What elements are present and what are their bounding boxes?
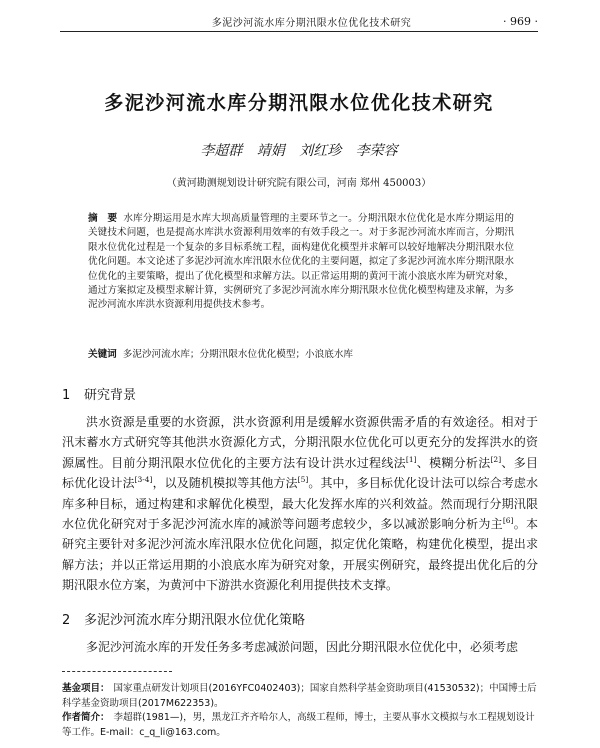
paper-title: 多泥沙河流水库分期汛限水位优化技术研究 [104,92,494,114]
text-run: 洪水资源是重要的水资源，洪水资源利用是缓解水资源供需矛盾的有效途径。相对于汛末蓄水方式研究等其他洪水资源化方式，分期汛限水位优化可以更充分的发挥洪水的资源属性。目前分期汛限水位优化的主要方法有设计洪水过程线法 [62,415,538,470]
keywords [88,348,514,362]
section-2-number: 2 [62,613,71,628]
section-1-paragraph [62,412,538,596]
header-rule [60,31,538,32]
citation: [5] [297,475,309,485]
affiliation: （黄河勘测规划设计研究院有限公司，河南 郑州 450003） [166,178,432,189]
abstract [88,212,514,313]
text-run: ，以及随机模拟等其他方法 [152,476,298,491]
section-2-body [62,637,538,657]
funding-text: 国家重点研发计划项目(2016YFC0402403)；国家自然科学基金资助项目(41530532)；中国博士后科学基金资助项目(2017M622353)。 [62,683,537,709]
footnote-rule [62,671,172,672]
citation: [1] [405,454,417,464]
section-1-heading [62,384,136,403]
funding-note [62,682,538,711]
running-header-title: 多泥沙河流水库分期汛限水位优化技术研究 [211,17,412,29]
citation: [6] [502,516,514,526]
section-1-number: 1 [62,388,71,403]
page-number: · 969 · [503,14,538,28]
text-run: 、模糊分析法 [416,455,491,470]
author-bio-text: 李超群(1981—)，男，黑龙江齐齐哈尔人，高级工程师，博士，主要从事水文模拟与水工程规划设计等工作。E-mail：c_q_li@163.com。 [62,712,535,738]
section-1-body [62,412,538,596]
abstract-text: 水库分期运用是水库大坝高质量管理的主要环节之一。分期汛限水位优化是水库分期运用的关键技术问题，也是提高水库洪水资源利用效率的有效手段之一。对于多泥沙河流水库而言，分期汛限水位优化过程是一个复杂的多目标系统工程，面构建优化模型并求解可以较好地解决分期汛限水位优化问题。本文论述了多泥沙河流水库汛限水位优化的主要问题，拟定了多泥沙河流水库分期汛限水位优化的主要策略，提出了优化模型和求解方法。以正常运用期的黄河干流小浪底水库为研究对象，通过方案拟定及模型求解计算，实例研究了多泥沙河流水库分期汛限水位优化模型构建及求解，为多泥沙河流水库洪水资源利用提供技术参考。 [88,213,515,311]
footnotes [62,682,538,740]
section-2-heading [62,609,305,628]
citation: [2] [490,454,502,464]
keywords-label: 关键词 [88,349,117,360]
text-run: 。本研究主要针对多泥沙河流水库汛限水位优化问题，拟定优化策略，构建优化模型，提出求解方法；并以正常运用期的小浪底水库为研究对象，开展实例研究，最终提出优化后的分期汛限水位方案，为黄河中下游洪水资源化利用提供技术支撑。 [62,517,538,593]
section-2-paragraph: 多泥沙河流水库的开发任务多考虑减淤问题，因此分期汛限水位优化中，必须考虑 [86,640,519,654]
author-list: 李超群 靖娟 刘红珍 李荣容 [200,143,398,159]
author-bio-label: 作者简介： [62,712,110,723]
keywords-text: 多泥沙河流水库；分期汛限水位优化模型；小浪底水库 [122,349,354,360]
text-run: 、多目标优化设计法 [62,455,538,491]
abstract-label: 摘 要 [88,213,118,224]
running-header [60,12,538,30]
author-note [62,711,538,740]
citation: [3-4] [134,475,153,485]
section-2-title: 多泥沙河流水库分期汛限水位优化策略 [84,613,306,628]
section-1-title: 研究背景 [84,388,137,403]
funding-label: 基金项目： [62,683,110,694]
text-run: 。其中，多目标优化设计法可以综合考虑水库多种目标，通过构建和求解优化模型，最大化发挥水库的兴利效益。然而现行分期汛限水位优化研究对于多泥沙河流水库的减淤等问题考虑较少，多以减淤影响分析为主 [62,476,538,532]
